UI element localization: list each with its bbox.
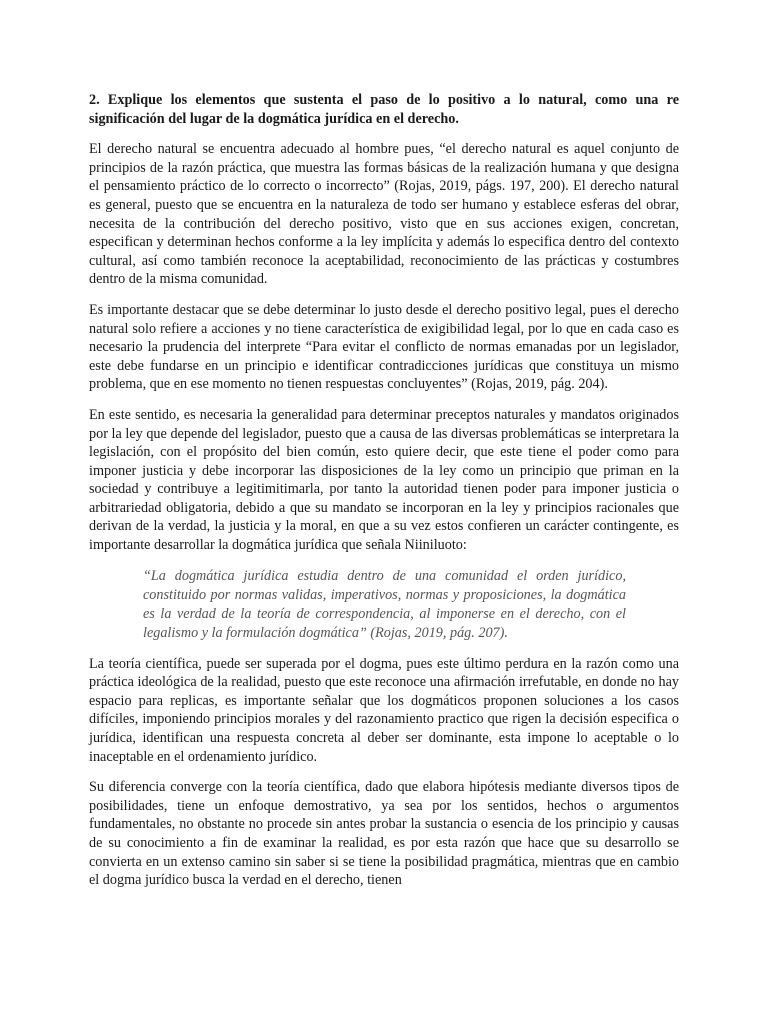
document-body <box>89 91 679 902</box>
paragraph-5: Su diferencia converge con la teoría científica, dado que elabora hipótesis mediante diversos tipos de posibilidades, tiene un enfoque demostrativo, ya sea por los sentidos, hechos o argumentos fundamentales, no obstante no procede sin antes probar la sustancia o esencia de los principio y causas de su conocimiento a fin de examinar la realidad, es por esta razón que hace que su desarrollo se convierta en un extenso camino sin saber si se tiene la posibilidad pragmática, mientras que en cambio el dogma jurídico busca la verdad en el derecho, tienen <box>89 779 679 889</box>
paragraph-1: El derecho natural se encuentra adecuado al hombre pues, “el derecho natural es aquel conjunto de principios de la razón práctica, que muestra las formas básicas de la realización humana y que designa el pensamiento práctico de lo correcto o incorrecto” (Rojas, 2019, págs. 197, 200). El derecho natural es general, puesto que se encuentra en la naturaleza de todo ser humano y establece esferas del obrar, necesita de la contribución del derecho positivo, visto que en sus acciones exigen, concretan, especifican y determinan hechos conforme a la ley implícita y además lo especifica dentro del contexto cultural, así como también reconoce la aceptabilidad, reconocimiento de las prácticas y costumbres dentro de la misma comunidad. <box>89 141 679 288</box>
paragraph-4: La teoría científica, puede ser superada por el dogma, pues este último perdura en la razón como una práctica ideológica de la realidad, puesto que este reconoce una afirmación irrefutable, en donde no hay espacio para replicas, es importante señalar que los dogmáticos proponen soluciones a los casos difíciles, imponiendo principios morales y del razonamiento practico que rigen la decisión especifica o jurídica, identifican una respuesta concreta al deber ser dominante, esta impone lo aceptable o lo inaceptable en el ordenamiento jurídico. <box>89 655 679 765</box>
paragraph-3: En este sentido, es necesaria la generalidad para determinar preceptos naturales y mandatos originados por la ley que depende del legislador, puesto que a causa de las diversas problemáticas se interpretara la legislación, con el propósito del bien común, esto quiere decir, que este tiene el poder como para imponer justicia y debe incorporar las disposiciones de la ley como un principio que priman en la sociedad y contribuye a legitimitimarla, por tanto la autoridad tienen poder para imponer justicia o arbitrariedad obligatoria, debido a que su mandato se incorporan en la ley y principios racionales que derivan de la verdad, la justicia y la moral, en que a su vez estos confieren un carácter contingente, es importante desarrollar la dogmática jurídica que señala Niiniluoto: <box>89 406 679 554</box>
paragraph-2: Es importante destacar que se debe determinar lo justo desde el derecho positivo legal, pues el derecho natural solo refiere a acciones y no tiene característica de exigibilidad legal, por lo que en cada caso es necesario la prudencia del interprete “Para evitar el conflicto de normas emanadas por un legislador, este debe fundarse en un principio e identificar contradicciones jurídicas que constituya un mismo problema, que en ese momento no tienen respuestas concluyentes” (Rojas, 2019, pág. 204). <box>89 301 679 393</box>
question-heading: 2. Explique los elementos que sustenta el paso de lo positivo a lo natural, como una re significación del lugar de la dogmática jurídica en el derecho. <box>89 92 679 127</box>
block-quote: “La dogmática jurídica estudia dentro de una comunidad el orden jurídico, constituido por normas validas, imperativos, normas y proposiciones, la dogmática es la verdad de la teoría de correspondencia, al imponerse en el derecho, con el legalismo y la formulación dogmática” (Rojas, 2019, pág. 207). <box>143 567 626 641</box>
